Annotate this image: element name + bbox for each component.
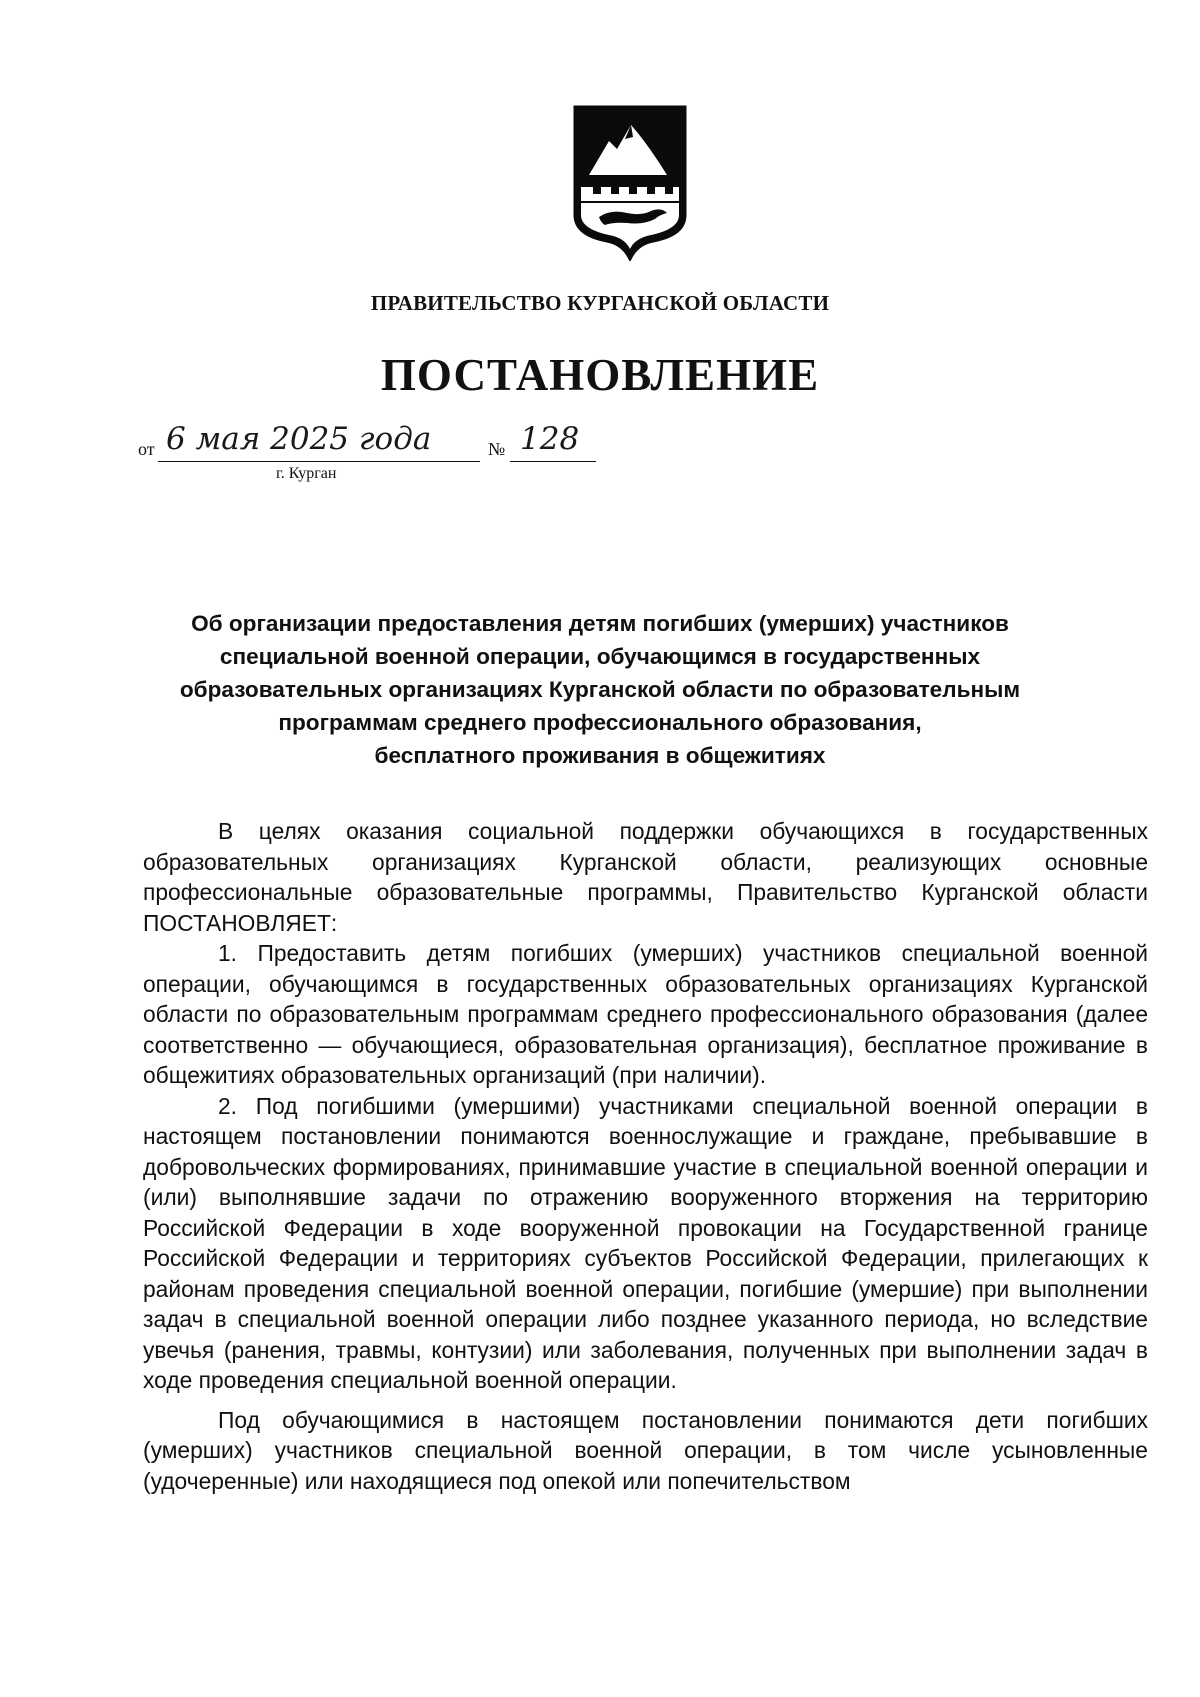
document-body bbox=[143, 816, 1148, 1496]
from-label: от bbox=[138, 439, 155, 459]
title-line: специальной военной операции, обучающимся в государственных bbox=[219, 644, 981, 669]
number-underline bbox=[510, 461, 596, 462]
title-line: программам среднего профессионального образования, bbox=[278, 710, 922, 735]
body-paragraph: 1. Предоставить детям погибших (умерших) участников специальной военной операции, обучающимся в государственных образовательных организациях Курганской области по образовательным программам среднего профессионального образования (далее соответственно — обучающиеся, образовательная организация), бесплатное проживание в общежитиях образовательных организаций (при наличии). bbox=[143, 940, 1148, 1088]
government-name: ПРАВИТЕЛЬСТВО КУРГАНСКОЙ ОБЛАСТИ bbox=[370, 291, 830, 315]
date-handwritten: 6 мая 2025 года bbox=[166, 421, 432, 457]
body-paragraph: 2. Под погибшими (умершими) участниками специальной военной операции в настоящем постановлении понимаются военнослужащие и граждане, пребывавшие в добровольческих формированиях, принимавшие участие в специальной военной операции и (или) выполнявшие задачи по отражению вооруженного вторжения на территорию Российской Федерации в ходе вооруженной провокации на Государственной границе Российской Федерации и территориях субъектов Российской Федерации, прилегающих к районам проведения специальной военной операции, погибшие (умершие) при выполнении задач в специальной военной операции либо позднее указанного периода, но вследствие увечья (ранения, травмы, контузии) или заболевания, полученных при выполнении задач в ходе проведения специальной военной операции. bbox=[143, 1092, 1148, 1393]
coat-of-arms-icon bbox=[571, 103, 689, 261]
date-number-row bbox=[138, 421, 698, 483]
number-label: № bbox=[488, 439, 506, 459]
body-paragraph: В целях оказания социальной поддержки обучающихся в государственных образовательных организациях Курганской области, реализующих основные профессиональные образовательные программы, Правительство Курганской области ПОСТАНОВЛЯЕТ: bbox=[143, 818, 1148, 936]
document-type: ПОСТАНОВЛЕНИЕ bbox=[380, 350, 820, 400]
document-title bbox=[150, 607, 1050, 772]
title-line: образовательных организациях Курганской области по образовательным bbox=[179, 677, 1021, 702]
city-label: г. Курган bbox=[276, 465, 337, 482]
title-line: бесплатного проживания в общежитиях bbox=[374, 743, 826, 768]
body-paragraph: Под обучающимися в настоящем постановлении понимаются дети погибших (умерших) участников специальной военной операции, в том числе усыновленные (удочеренные) или находящиеся под опекой или попечительством bbox=[143, 1406, 1148, 1494]
title-line: Об организации предоставления детям погибших (умерших) участников bbox=[191, 611, 1009, 636]
number-handwritten: 128 bbox=[520, 421, 580, 457]
date-underline bbox=[158, 461, 480, 462]
